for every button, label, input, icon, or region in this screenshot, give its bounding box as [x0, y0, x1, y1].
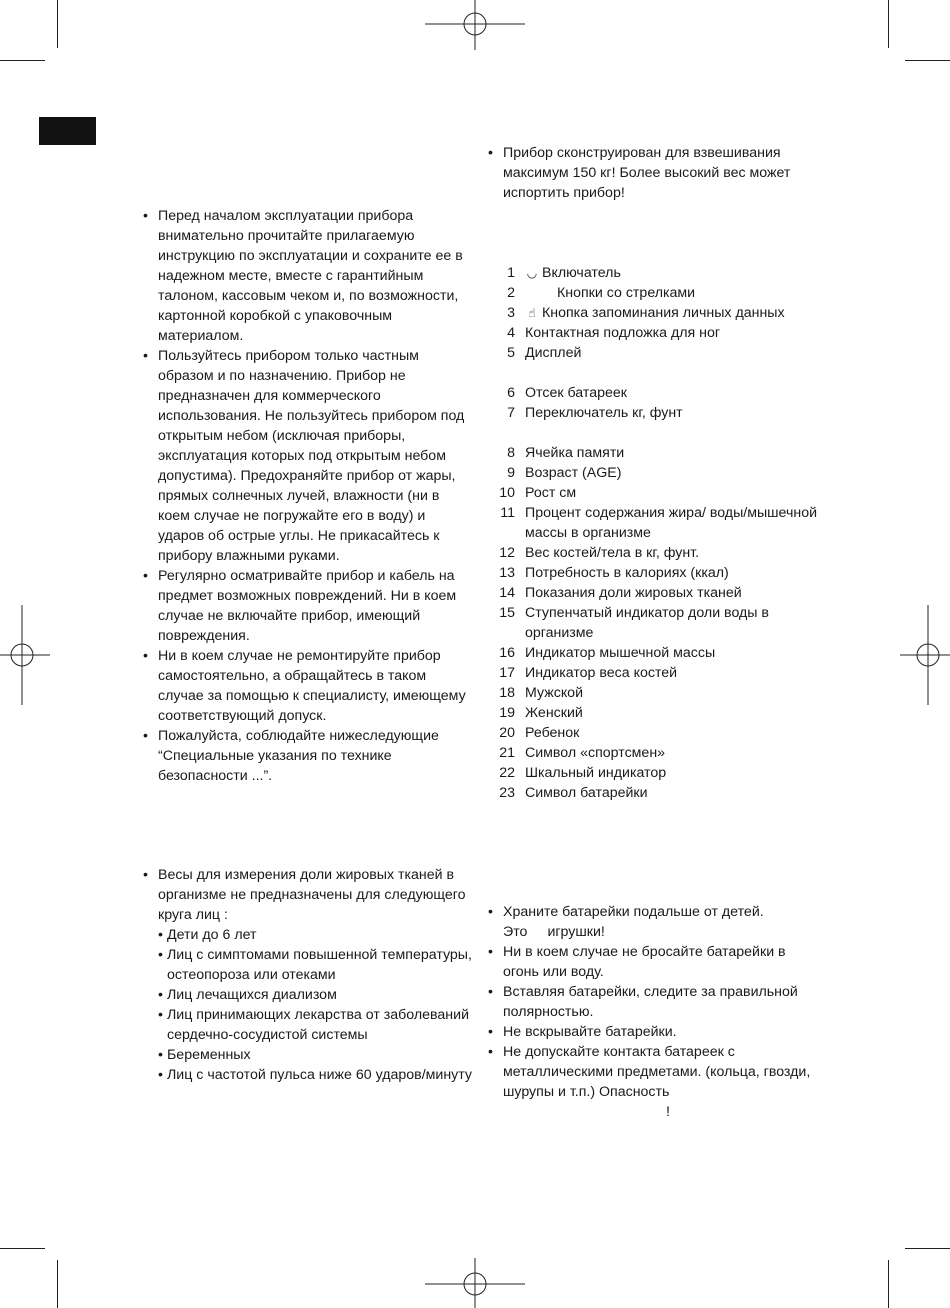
list-item	[143, 865, 473, 1085]
part-item: 18 Мужской	[499, 685, 583, 701]
special-safety-list	[143, 865, 473, 1085]
part-item: 14 Показания доли жировых тканей	[499, 585, 742, 601]
part-item: 1 ◡ Включатель	[507, 265, 621, 281]
list-item: • Пользуйтесь прибором только частным образом и по назначению. Прибор не предназначен для коммерческого использования. Не пользуйтесь прибором под открытым небом (исключая приборы, эксплуатация которых под открытым небом допустима). Предохраняйте прибор от жары, прямых солнечных лучей, влажности (ни в коем случае не погружайте его в воду) и ударов об острые углы. Не прикасайтесь к прибору влажными руками.	[143, 346, 473, 566]
special-intro: Весы для измерения доли жировых тканей в организме не предназначены для следующего круга лиц :	[158, 867, 466, 923]
part-item: 21 Символ «спортсмен»	[499, 745, 666, 761]
part-item: 3 ☝ Кнопка запоминания личных данных	[507, 305, 785, 321]
list-item: • Ни в коем случае не бросайте батарейки в огонь или воду.	[488, 942, 813, 982]
part-item: 7 Переключатель кг, фунт	[507, 405, 683, 421]
sub-list-item: • Лиц с симптомами повышенной температуры, остеопороза или отеками	[158, 945, 473, 985]
hand-pointer-icon: ☝	[528, 306, 536, 320]
max-weight-note	[488, 143, 798, 203]
parts-list	[490, 263, 830, 803]
list-item: • Пожалуйста, соблюдайте нижеследующие “Специальные указания по технике безопасности ...”.	[143, 726, 473, 786]
part-item: 17 Индикатор веса костей	[499, 665, 678, 681]
list-item: • Не допускайте контакта батареек с металлическими предметами. (кольца, гвозди, шурупы и т.п.) Опасность !	[488, 1042, 813, 1122]
part-item: 6 Отсек батареек	[507, 385, 627, 401]
part-item: 13 Потребность в калориях (ккал)	[499, 565, 729, 581]
part-item: 16 Индикатор мышечной массы	[499, 645, 716, 661]
part-item: 8 Ячейка памяти	[507, 445, 625, 461]
part-item: 23 Символ батарейки	[499, 785, 648, 801]
part-item: 15 Ступенчатый индикатор доли воды в организме	[499, 605, 769, 641]
part-item: 5 Дисплей	[507, 345, 582, 361]
part-item: 12 Вес костей/тела в кг, фунт.	[499, 545, 700, 561]
part-item: 22 Шкальный индикатор	[499, 765, 667, 781]
registration-mark-left	[0, 605, 50, 705]
sub-list-item: • Лиц лечащихся диализом	[158, 985, 473, 1005]
sub-list-item: • Дети до 6 лет	[158, 925, 473, 945]
sub-list-item: • Беременных	[158, 1045, 473, 1065]
list-item: • Ни в коем случае не ремонтируйте прибор самостоятельно, а обращайтесь в таком случае за помощью к специалисту, имеющему соответствующий допуск.	[143, 646, 473, 726]
part-item: 4 Контактная подложка для ног	[507, 325, 721, 341]
sub-list-item: • Лиц с частотой пульса ниже 60 ударов/минуту	[158, 1065, 473, 1085]
part-item: 9 Возраст (AGE)	[507, 465, 622, 481]
registration-mark-bottom	[425, 1258, 525, 1308]
list-item: • Не вскрывайте батарейки.	[488, 1022, 813, 1042]
list-item: • Перед началом эксплуатации прибора внимательно прочитайте прилагаемую инструкцию по эксплуатации и сохраните ее в надежном месте, вместе с гарантийным талоном, кассовым чеком и, по возможности, картонной коробкой с упаковочным материалом.	[143, 206, 473, 346]
excluded-persons-list	[158, 925, 473, 1085]
list-item: • Храните батарейки подальше от детей. Это игрушки!	[488, 902, 813, 942]
part-item: 2 Кнопки со стрелками	[507, 285, 696, 301]
power-icon: ◡	[526, 266, 538, 280]
list-item: • Прибор сконструирован для взвешивания максимум 150 кг! Более высокий вес может испортить прибор!	[488, 143, 798, 203]
list-item: • Регулярно осматривайте прибор и кабель на предмет возможных повреждений. Ни в коем случае не включайте прибор, имеющий повреждения.	[143, 566, 473, 646]
part-item: 19 Женский	[499, 705, 583, 721]
part-item: 20 Ребенок	[499, 725, 580, 741]
list-item: • Вставляя батарейки, следите за правильной полярностью.	[488, 982, 813, 1022]
safety-instructions-list	[143, 206, 473, 786]
battery-safety-list	[488, 902, 813, 1122]
registration-mark-right	[900, 605, 950, 705]
part-item: 11 Процент содержания жира/ воды/мышечной массы в организме	[500, 505, 818, 541]
sub-list-item: • Лиц принимающих лекарства от заболеваний сердечно-сосудистой системы	[158, 1005, 473, 1045]
registration-mark-top	[425, 0, 525, 50]
part-item: 10 Рост см	[499, 485, 577, 501]
language-tab-marker	[39, 117, 96, 145]
